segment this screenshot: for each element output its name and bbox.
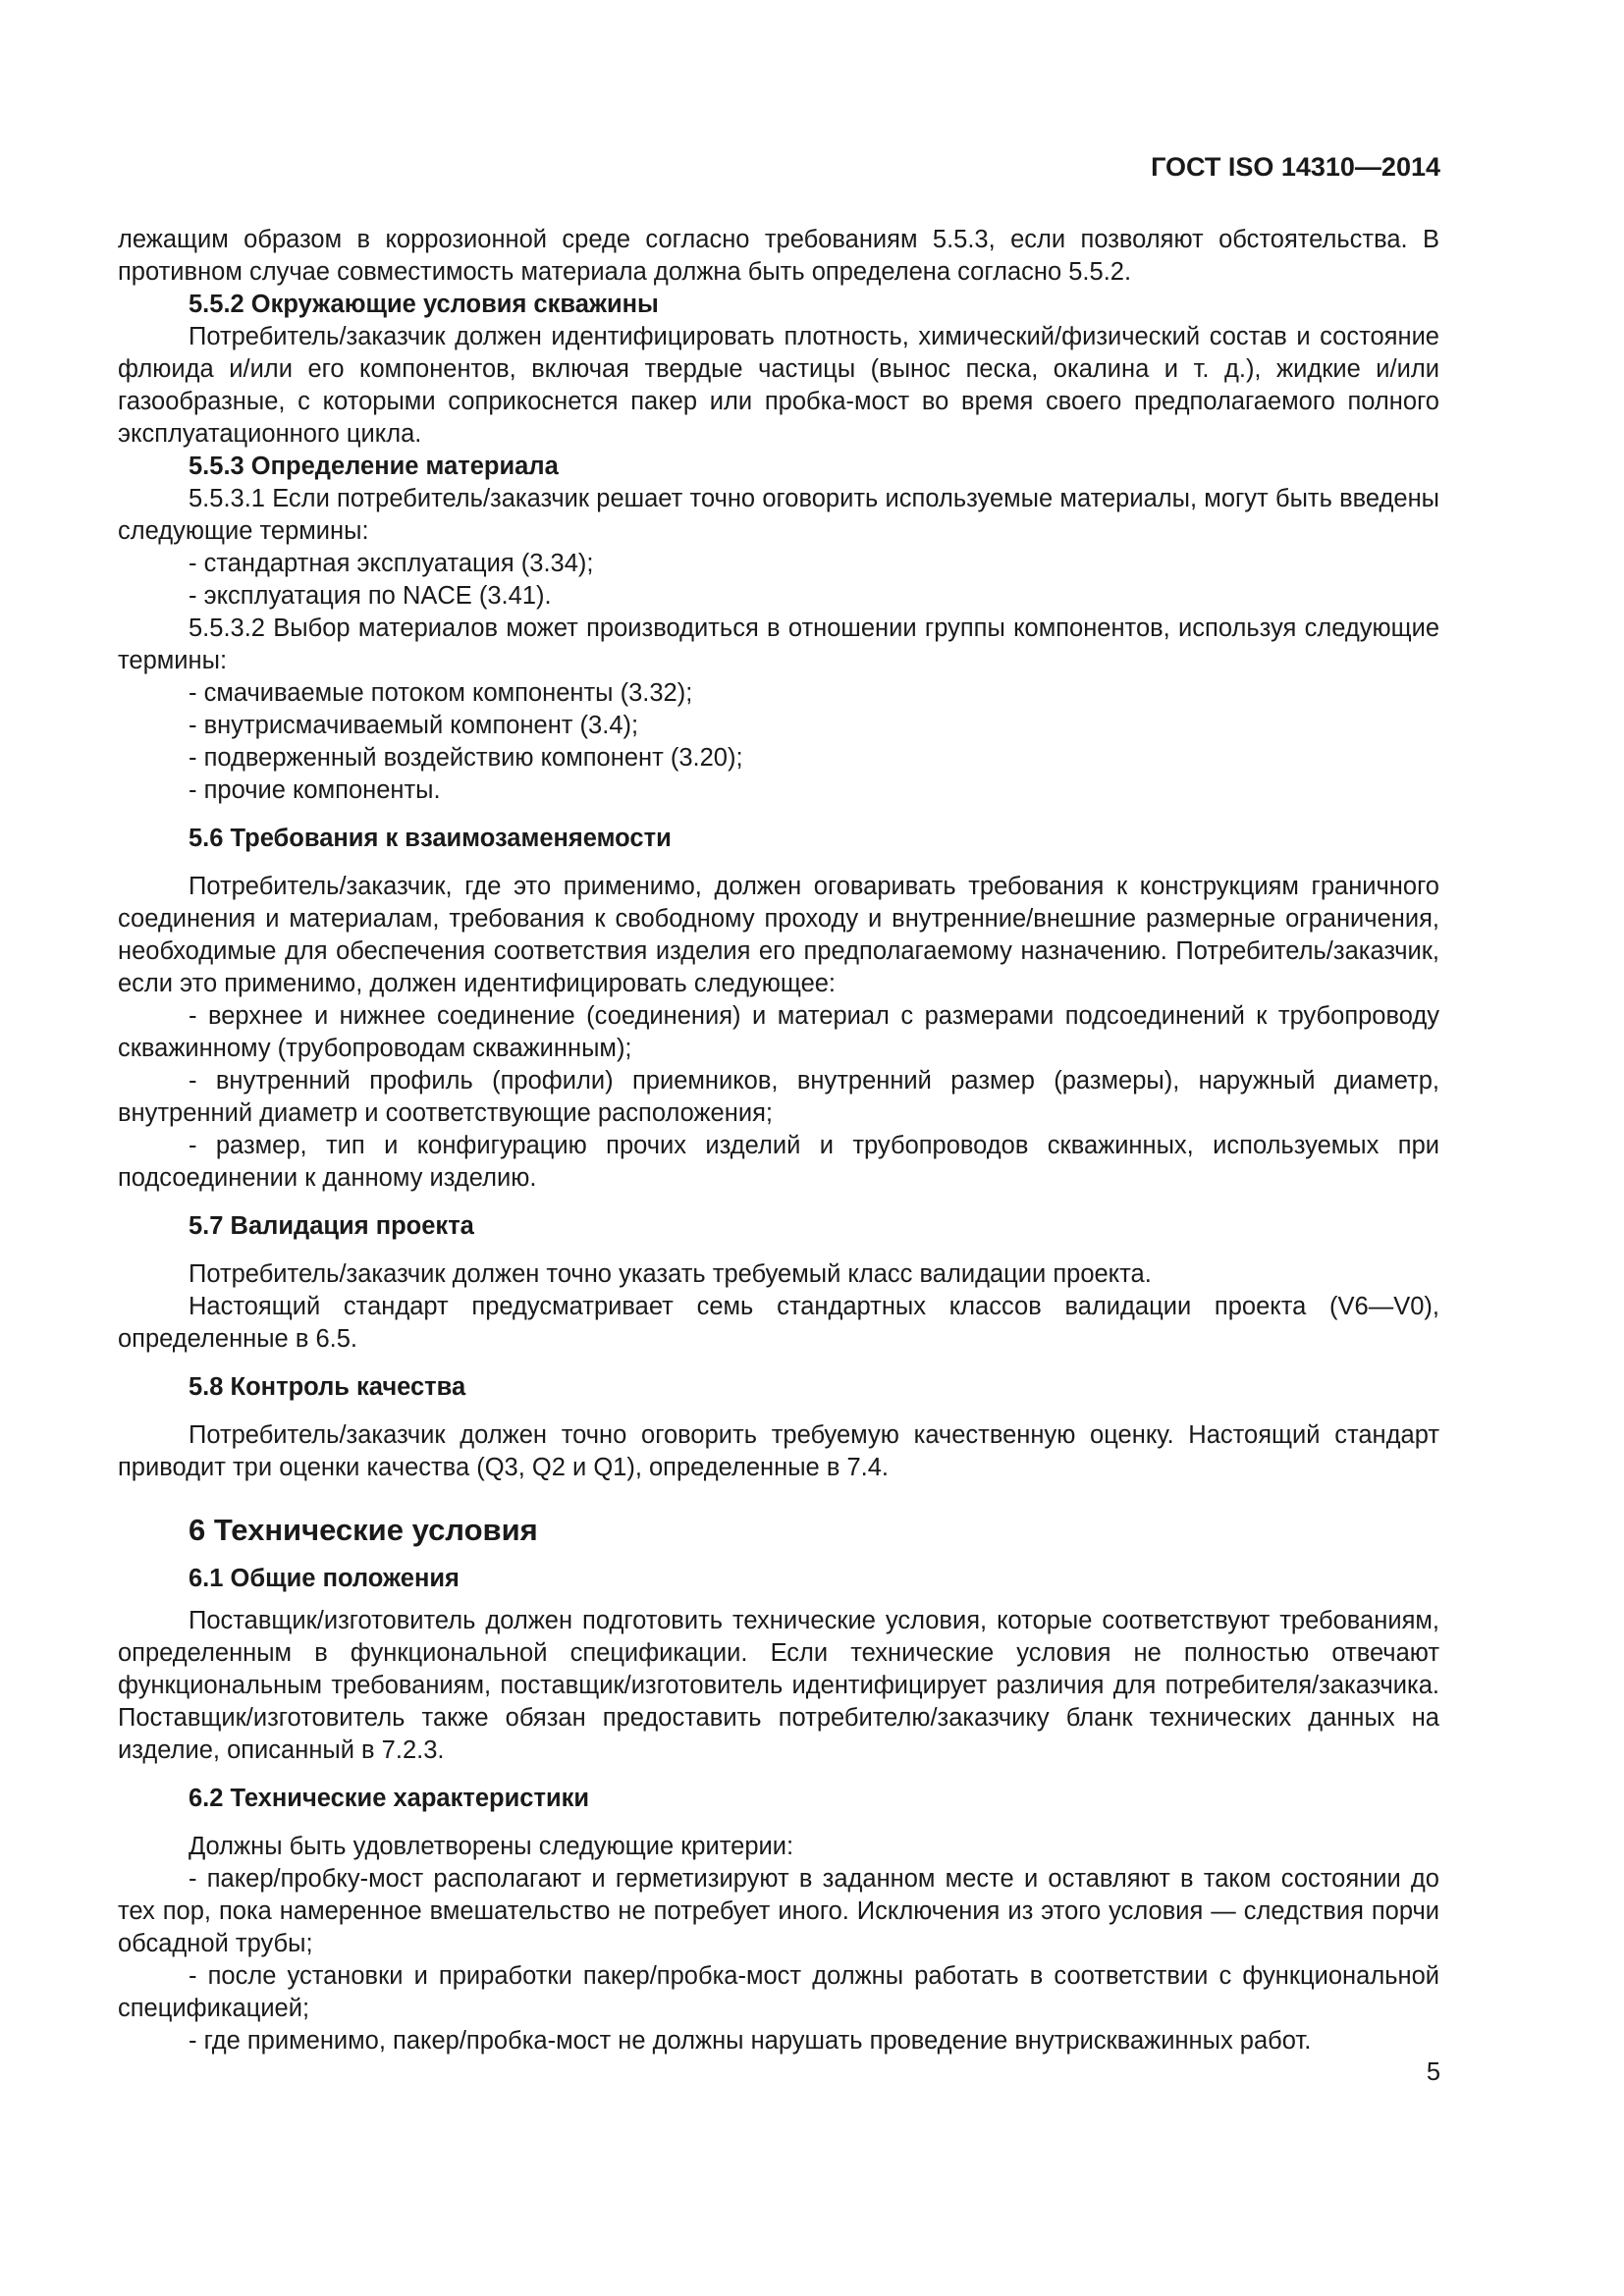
list-item: - внутренний профиль (профили) приемников, внутренний размер (размеры), наружный диаметр, внутренний диаметр и соответствующие расположения;: [118, 1067, 1439, 1127]
paragraph: Должны быть удовлетворены следующие критерии:: [189, 1833, 794, 1860]
page-number: 5: [1426, 2058, 1440, 2086]
subsection-heading: 6.1 Общие положения: [189, 1565, 460, 1592]
list-item: - после установки и приработки пакер/пробка-мост должны работать в соответствии с функциональной спецификацией;: [118, 1962, 1439, 2022]
list-item: - верхнее и нижнее соединение (соединения) и материал с размерами подсоединений к трубопроводу скважинному (трубопроводам скважинным);: [118, 1002, 1439, 1062]
subsection-heading: 5.7 Валидация проекта: [189, 1212, 474, 1240]
paragraph: Настоящий стандарт предусматривает семь стандартных классов валидации проекта (V6—V0), определенные в 6.5.: [118, 1293, 1439, 1353]
subsection-heading: 5.5.3 Определение материала: [189, 453, 559, 480]
paragraph: 5.5.3.2 Выбор материалов может производиться в отношении группы компонентов, используя следующие термины:: [118, 614, 1439, 674]
paragraph: Потребитель/заказчик должен точно оговорить требуемую качественную оценку. Настоящий стандарт приводит три оценки качества (Q3, Q2 и Q1), определенные в 7.4.: [118, 1421, 1439, 1481]
list-item: - внутрисмачиваемый компонент (3.4);: [189, 712, 639, 739]
paragraph: 5.5.3.1 Если потребитель/заказчик решает точно оговорить используемые материалы, могут быть введены следующие термины:: [118, 485, 1439, 545]
list-item: - стандартная эксплуатация (3.34);: [189, 550, 594, 577]
list-item: - пакер/пробку-мост располагают и герметизируют в заданном месте и оставляют в таком состоянии до тех пор, пока намеренное вмешательство не потребует иного. Исключения из этого условия — следствия порчи обсадной трубы;: [118, 1865, 1439, 1957]
document-body: [118, 224, 1439, 2057]
list-item: - размер, тип и конфигурацию прочих изделий и трубопроводов скважинных, используемых при подсоединении к данному изделию.: [118, 1132, 1439, 1192]
list-item: - где применимо, пакер/пробка-мост не должны нарушать проведение внутрискважинных работ.: [189, 2027, 1312, 2055]
paragraph: лежащим образом в коррозионной среде согласно требованиям 5.5.3, если позволяют обстоятельства. В противном случае совместимость материала должна быть определена согласно 5.5.2.: [118, 226, 1439, 286]
subsection-heading: 6.2 Технические характеристики: [189, 1785, 590, 1812]
paragraph: Потребитель/заказчик должен идентифицировать плотность, химический/физический состав и состояние флюида и/или его компонентов, включая твердые частицы (вынос песка, окалина и т. д.), жидкие и/или газообразные, с которыми соприкоснется пакер или пробка-мост во время своего предполагаемого полного эксплуатационного цикла.: [118, 323, 1439, 448]
section-heading: 6 Технические условия: [189, 1513, 538, 1547]
list-item: - смачиваемые потоком компоненты (3.32);: [189, 679, 693, 707]
list-item: - прочие компоненты.: [189, 776, 441, 804]
subsection-heading: 5.8 Контроль качества: [189, 1373, 466, 1401]
paragraph: Потребитель/заказчик должен точно указать требуемый класс валидации проекта.: [189, 1260, 1152, 1288]
subsection-heading: 5.6 Требования к взаимозаменяемости: [189, 825, 672, 852]
document-header: ГОСТ ISO 14310—2014: [1151, 152, 1440, 182]
subsection-heading: 5.5.2 Окружающие условия скважины: [189, 291, 659, 318]
paragraph: Потребитель/заказчик, где это применимо, должен оговаривать требования к конструкциям граничного соединения и материалам, требования к свободному проходу и внутренние/внешние размерные ограничения, необходимые для обеспечения соответствия изделия его предполагаемому назначению. Потребитель/заказчик, если это применимо, должен идентифицировать следующее:: [118, 873, 1439, 997]
list-item: - подверженный воздействию компонент (3.20);: [189, 744, 743, 772]
list-item: - эксплуатация по NACE (3.41).: [189, 582, 552, 610]
paragraph: Поставщик/изготовитель должен подготовить технические условия, которые соответствуют требованиям, определенным в функциональной спецификации. Если технические условия не полностью отвечают функциональным требованиям, поставщик/изготовитель идентифицирует различия для потребителя/заказчика. Поставщик/изготовитель также обязан предоставить потребителю/заказчику бланк технических данных на изделие, описанный в 7.2.3.: [118, 1607, 1439, 1764]
